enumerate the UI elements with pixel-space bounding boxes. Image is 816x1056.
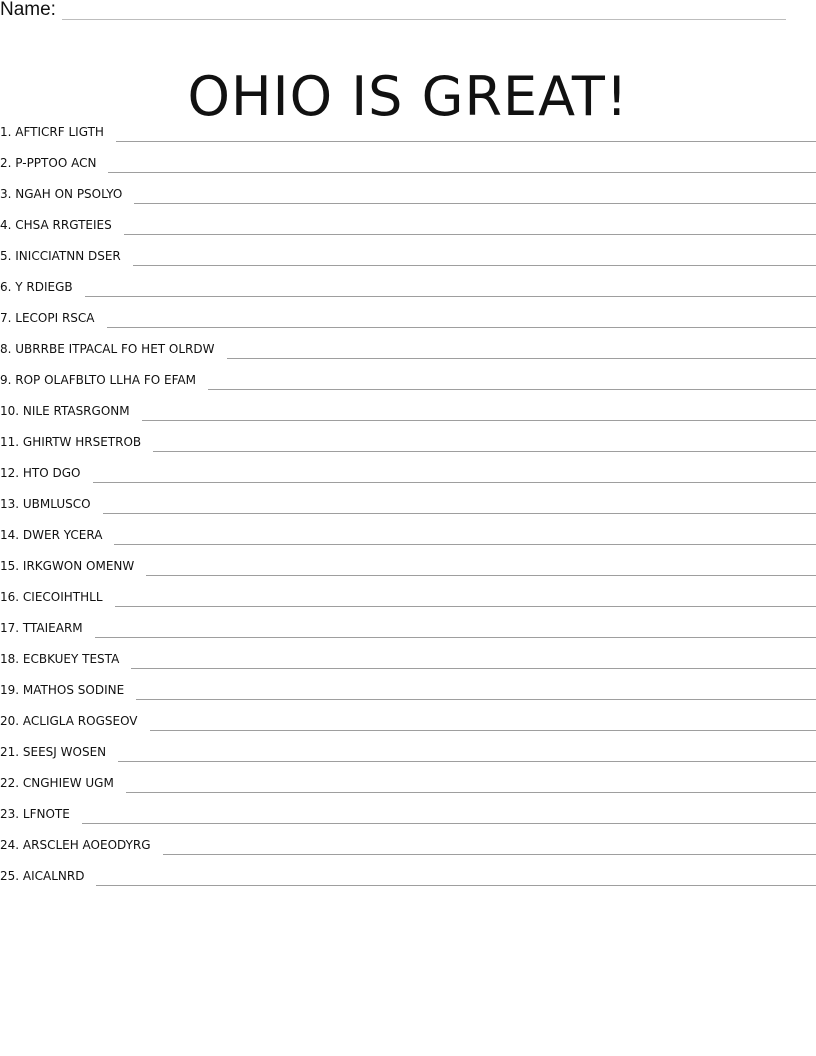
scrambled-word: 25. AICALNRD [0, 869, 85, 883]
answer-line[interactable] [208, 378, 816, 390]
clue-row [0, 111, 816, 142]
page-title: OHIO IS GREAT! [187, 65, 629, 129]
answer-line[interactable] [82, 812, 816, 824]
clue-row [0, 204, 816, 235]
scrambled-word: 3. NGAH ON PSOLYO [0, 187, 123, 201]
clue-row [0, 700, 816, 731]
scrambled-word: 16. CIECOIHTHLL [0, 590, 103, 604]
scrambled-word: 2. P-PPTOO ACN [0, 156, 97, 170]
scrambled-word: 13. UBMLUSCO [0, 497, 91, 511]
scrambled-word: 1. AFTICRF LIGTH [0, 125, 104, 139]
clue-row [0, 607, 816, 638]
answer-line[interactable] [136, 688, 816, 700]
answer-line[interactable] [142, 409, 816, 421]
name-row [0, 0, 786, 20]
answer-line[interactable] [150, 719, 816, 731]
clue-row [0, 421, 816, 452]
answer-line[interactable] [93, 471, 816, 483]
clue-row [0, 855, 816, 886]
answer-line[interactable] [134, 192, 816, 204]
answer-line[interactable] [163, 843, 816, 855]
answer-line[interactable] [116, 130, 816, 142]
clue-row [0, 142, 816, 173]
clue-row [0, 638, 816, 669]
answer-line[interactable] [124, 223, 816, 235]
scrambled-word: 19. MATHOS SODINE [0, 683, 125, 697]
scrambled-word: 7. LECOPI RSCA [0, 311, 95, 325]
scrambled-word: 10. NILE RTASRGONM [0, 404, 130, 418]
answer-line[interactable] [103, 502, 816, 514]
answer-line[interactable] [133, 254, 816, 266]
clue-row [0, 173, 816, 204]
answer-line[interactable] [131, 657, 816, 669]
scrambled-word: 6. Y RDIEGB [0, 280, 73, 294]
name-label: Name: [0, 0, 56, 20]
scrambled-word: 24. ARSCLEH AOEODYRG [0, 838, 151, 852]
scrambled-word: 17. TTAIEARM [0, 621, 83, 635]
scrambled-word: 4. CHSA RRGTEIES [0, 218, 112, 232]
answer-line[interactable] [96, 874, 816, 886]
answer-line[interactable] [118, 750, 816, 762]
scrambled-word: 9. ROP OLAFBLTO LLHA FO EFAM [0, 373, 196, 387]
clue-row [0, 793, 816, 824]
clue-row [0, 390, 816, 421]
scrambled-word: 20. ACLIGLA ROGSEOV [0, 714, 138, 728]
answer-line[interactable] [227, 347, 816, 359]
answer-line[interactable] [115, 595, 816, 607]
answer-line[interactable] [95, 626, 816, 638]
clue-row [0, 576, 816, 607]
answer-line[interactable] [146, 564, 816, 576]
scrambled-word: 22. CNGHIEW UGM [0, 776, 114, 790]
name-field[interactable] [62, 3, 786, 20]
scrambled-word: 11. GHIRTW HRSETROB [0, 435, 142, 449]
scrambled-word: 14. DWER YCERA [0, 528, 103, 542]
scrambled-word: 15. IRKGWON OMENW [0, 559, 135, 573]
answer-line[interactable] [85, 285, 816, 297]
clue-row [0, 328, 816, 359]
scrambled-word: 5. INICCIATNN DSER [0, 249, 121, 263]
clue-row [0, 669, 816, 700]
clue-row [0, 514, 816, 545]
clue-row [0, 824, 816, 855]
answer-line[interactable] [108, 161, 816, 173]
scrambled-word: 18. ECBKUEY TESTA [0, 652, 120, 666]
scrambled-word: 8. UBRRBE ITPACAL FO HET OLRDW [0, 342, 215, 356]
clue-row [0, 483, 816, 514]
clue-row [0, 297, 816, 328]
clue-row [0, 731, 816, 762]
clue-list [0, 111, 816, 886]
answer-line[interactable] [126, 781, 816, 793]
clue-row [0, 235, 816, 266]
answer-line[interactable] [153, 440, 816, 452]
clue-row [0, 762, 816, 793]
clue-row [0, 266, 816, 297]
scrambled-word: 21. SEESJ WOSEN [0, 745, 107, 759]
scrambled-word: 12. HTO DGO [0, 466, 81, 480]
answer-line[interactable] [114, 533, 816, 545]
clue-row [0, 452, 816, 483]
scrambled-word: 23. LFNOTE [0, 807, 70, 821]
clue-row [0, 545, 816, 576]
clue-row [0, 359, 816, 390]
answer-line[interactable] [107, 316, 816, 328]
